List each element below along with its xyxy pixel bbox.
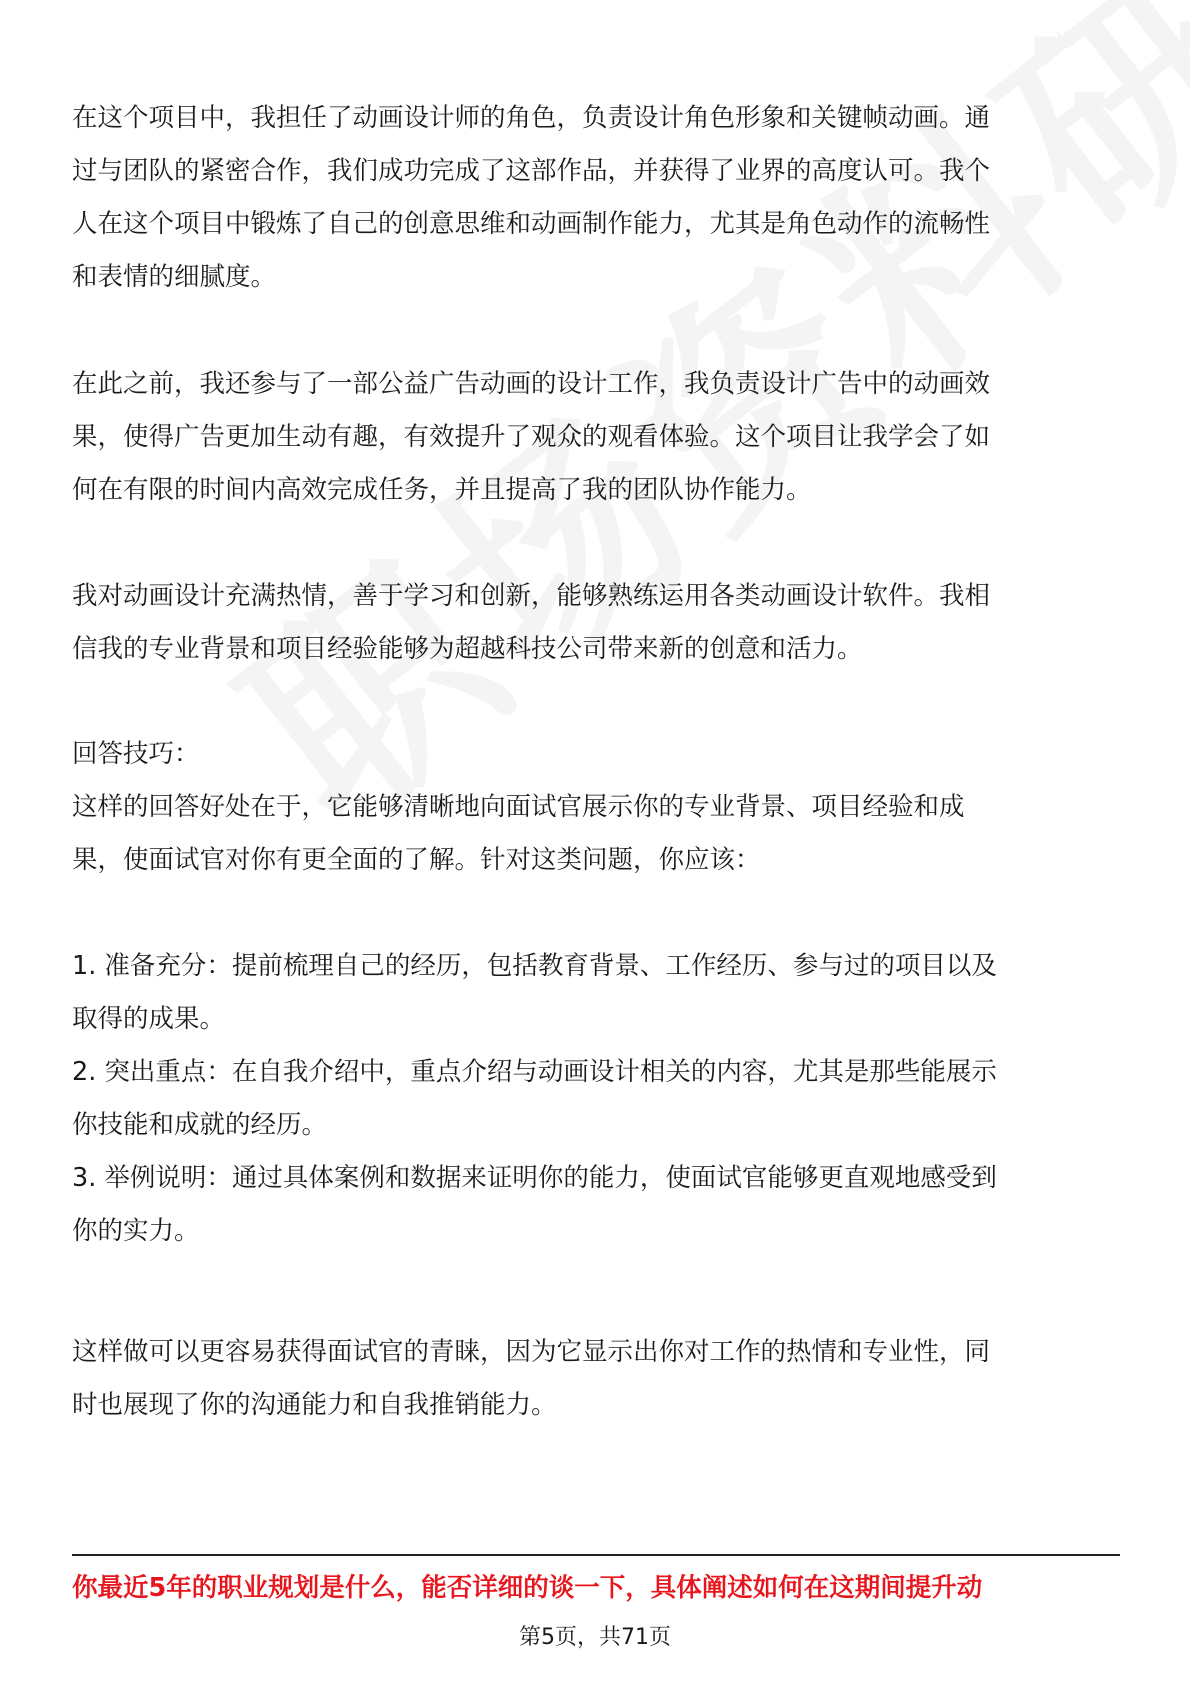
list-item: 3. 举例说明：通过具体案例和数据来证明你的能力，使面试官能够更直观地感受到 [72,1163,997,1193]
paragraph-answer-tips [72,728,1120,887]
divider [72,1554,1120,1556]
page-number: 第5页，共71页 [519,1625,671,1650]
text-line: 过与团队的紧密合作，我们成功完成了这部作品，并获得了业界的高度认可。我个 [72,156,991,186]
tips-list [72,940,1120,1258]
text-line: 信我的专业背景和项目经验能够为超越科技公司带来新的创意和活力。 [72,634,863,664]
list-item: 2. 突出重点：在自我介绍中，重点介绍与动画设计相关的内容，尤其是那些能展示 [72,1057,997,1087]
text-line: 这样做可以更容易获得面试官的青睐，因为它显示出你对工作的热情和专业性，同 [72,1337,991,1367]
text-line: 和表情的细腻度。 [72,262,277,292]
list-item-continuation: 你技能和成就的经历。 [72,1110,328,1140]
text-line: 果，使面试官对你有更全面的了解。针对这类问题，你应该： [72,845,761,875]
text-line: 果，使得广告更加生动有趣，有效提升了观众的观看体验。这个项目让我学会了如 [72,422,991,452]
text-line: 何在有限的时间内高效完成任务，并且提高了我的团队协作能力。 [72,475,812,505]
text-line: 这样的回答好处在于，它能够清晰地向面试官展示你的专业背景、项目经验和成 [72,792,965,822]
paragraph-conclusion [72,1326,1120,1432]
next-question-heading: 你最近5年的职业规划是什么，能否详细的谈一下，具体阐述如何在这期间提升动 [72,1573,983,1603]
text-line: 我对动画设计充满热情，善于学习和创新，能够熟练运用各类动画设计软件。我相 [72,581,991,611]
text-line: 在此之前，我还参与了一部公益广告动画的设计工作，我负责设计广告中的动画效 [72,369,991,399]
list-item-continuation: 你的实力。 [72,1216,200,1246]
text-line: 在这个项目中，我担任了动画设计师的角色，负责设计角色形象和关键帧动画。通 [72,103,991,133]
paragraph-project-role [72,92,1120,304]
section-heading: 回答技巧： [72,739,200,769]
list-item: 1. 准备充分：提前梳理自己的经历，包括教育背景、工作经历、参与过的项目以及 [72,951,997,981]
text-line: 人在这个项目中锻炼了自己的创意思维和动画制作能力，尤其是角色动作的流畅性 [72,209,991,239]
text-line: 时也展现了你的沟通能力和自我推销能力。 [72,1390,557,1420]
paragraph-previous-project [72,358,1120,517]
list-item-continuation: 取得的成果。 [72,1004,226,1034]
paragraph-passion [72,570,1120,676]
